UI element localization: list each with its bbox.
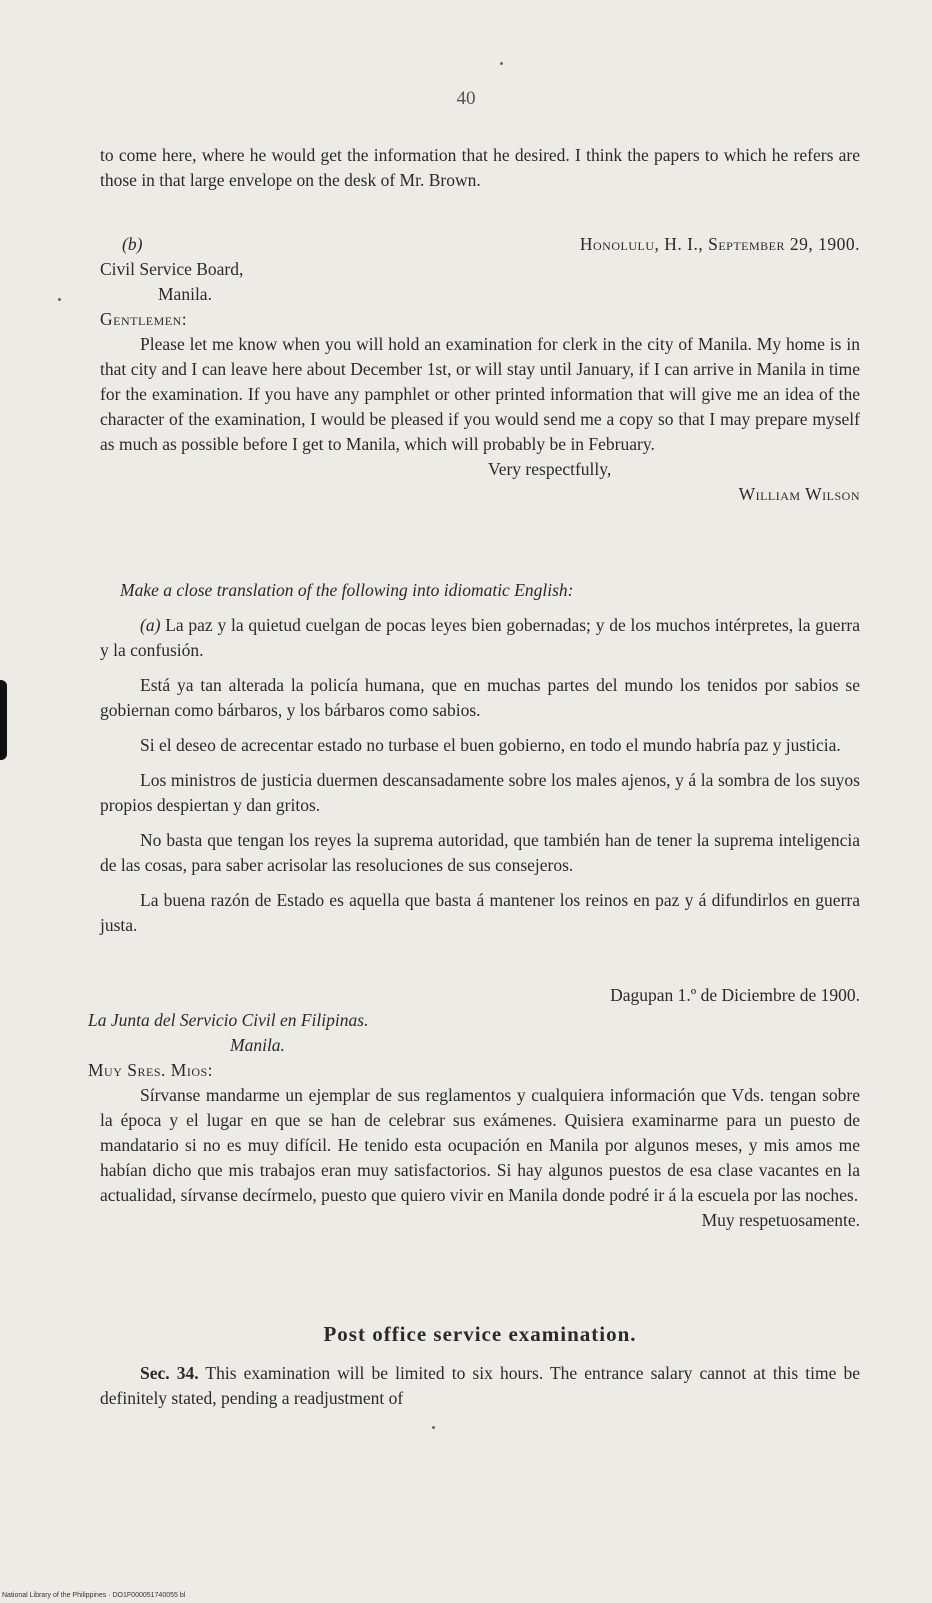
spanish-letter-body: Sírvanse mandarme un ejemplar de sus reglamentos y cualquiera información que Vds. tengan sobre la época y el lugar en que se han de celebrar sus exámenes. Quisiera examinarme para un puesto de mandatario si no es muy difícil. He tenido esta ocupación en Manila por algunos meses, y mis amos me habían dicho que mis trabajos eran muy satisfactorios. Si hay algunos puestos de esa clase vacantes en la actualidad, sírvanse decírmelo, puesto que quiero vivir en Manila donde podré ir á la escuela por las noches.	[100, 1085, 860, 1205]
letter-b-addressee-2: Manila.	[158, 284, 212, 304]
letter-b-header	[100, 232, 860, 257]
sec34-text: This examination will be limited to six hours. The entrance salary cannot at this time be definitely stated, pending a readjustment of	[100, 1363, 860, 1408]
letter-b-signature: William Wilson	[738, 484, 860, 504]
spanish-first-para: La paz y la quietud cuelgan de pocas leyes bien gobernadas; y de los muchos intérpretes, la guerra y la confusión.	[100, 615, 860, 660]
spanish-letter-place-date: Dagupan 1.º de Diciembre de 1900.	[610, 985, 860, 1005]
spanish-para-5: No basta que tengan los reyes la suprema autoridad, que también han de tener la suprema inteligencia de las cosas, para saber acrisolar las resoluciones de sus consejeros.	[100, 830, 860, 875]
spanish-letter-closing-row	[100, 1208, 860, 1233]
spanish-para-4: Los ministros de justicia duermen descansadamente sobre los males ajenos, y á la sombra de los suyos propios despiertan y dan gritos.	[100, 770, 860, 815]
spanish-para-3: Si el deseo de acrecentar estado no turbase el buen gobierno, en todo el mundo habría paz y justicia.	[140, 735, 841, 755]
spanish-para-6: La buena razón de Estado es aquella que basta á mantener los reinos en paz y á difundirlos en guerra justa.	[100, 890, 860, 935]
binding-edge-shadow	[0, 680, 7, 760]
letter-b-closing-row	[100, 457, 860, 482]
spanish-para-2: Está ya tan alterada la policía humana, que en muchas partes del mundo los tenidos por sabios se gobiernan como bárbaros, y los bárbaros como sabios.	[100, 675, 860, 720]
letter-b-addressee-1: Civil Service Board,	[100, 259, 244, 279]
intro-block	[100, 143, 860, 193]
post-office-section	[100, 1322, 860, 1411]
letter-b-signature-row	[100, 482, 860, 507]
spanish-letter-salutation: Muy Sres. Mios:	[88, 1060, 214, 1080]
section-heading: Post office service examination.	[323, 1322, 637, 1346]
spanish-letter-closing: Muy respetuosamente.	[701, 1210, 860, 1230]
spanish-letter-addressee-2: Manila.	[230, 1035, 285, 1055]
letter-b	[100, 232, 860, 507]
spanish-para-1	[100, 613, 860, 663]
scan-speck	[432, 1426, 435, 1429]
page-number: 40	[456, 88, 476, 109]
translation-instruction: Make a close translation of the following into idiomatic English:	[120, 580, 574, 600]
scan-speck	[500, 62, 503, 65]
intro-paragraph: to come here, where he would get the information that he desired. I think the papers to which he refers are those in that large envelope on the desk of Mr. Brown.	[100, 145, 860, 190]
letter-b-body: Please let me know when you will hold an examination for clerk in the city of Manila. My home is in that city and I can leave here about December 1st, or will stay until January, if I can arrive in Manila in time for the examination. If you have any pamphlet or other printed information that will give me an idea of the character of the examination, I would be pleased if you would send me a copy so that I may prepare myself as much as possible before I get to Manila, which will probably be in February.	[100, 334, 860, 454]
spanish-letter-date-row	[100, 983, 860, 1008]
letter-b-closing: Very respectfully,	[488, 459, 612, 479]
scan-footer: National Library of the Philippines · DO1F000051740055 bl	[2, 1592, 186, 1599]
spanish-section-label: (a)	[140, 615, 161, 635]
sec34-paragraph	[100, 1361, 860, 1411]
letter-b-label: (b)	[122, 234, 143, 254]
spanish-section	[100, 578, 860, 938]
spanish-letter-addressee-1: La Junta del Servicio Civil en Filipinas.	[88, 1010, 369, 1030]
sec34-label: Sec. 34.	[140, 1363, 199, 1383]
letter-b-place-date: Honolulu, H. I., September 29, 1900.	[579, 234, 860, 254]
scan-speck	[58, 298, 61, 301]
letter-b-salutation: Gentlemen:	[100, 309, 188, 329]
spanish-letter	[88, 983, 860, 1233]
